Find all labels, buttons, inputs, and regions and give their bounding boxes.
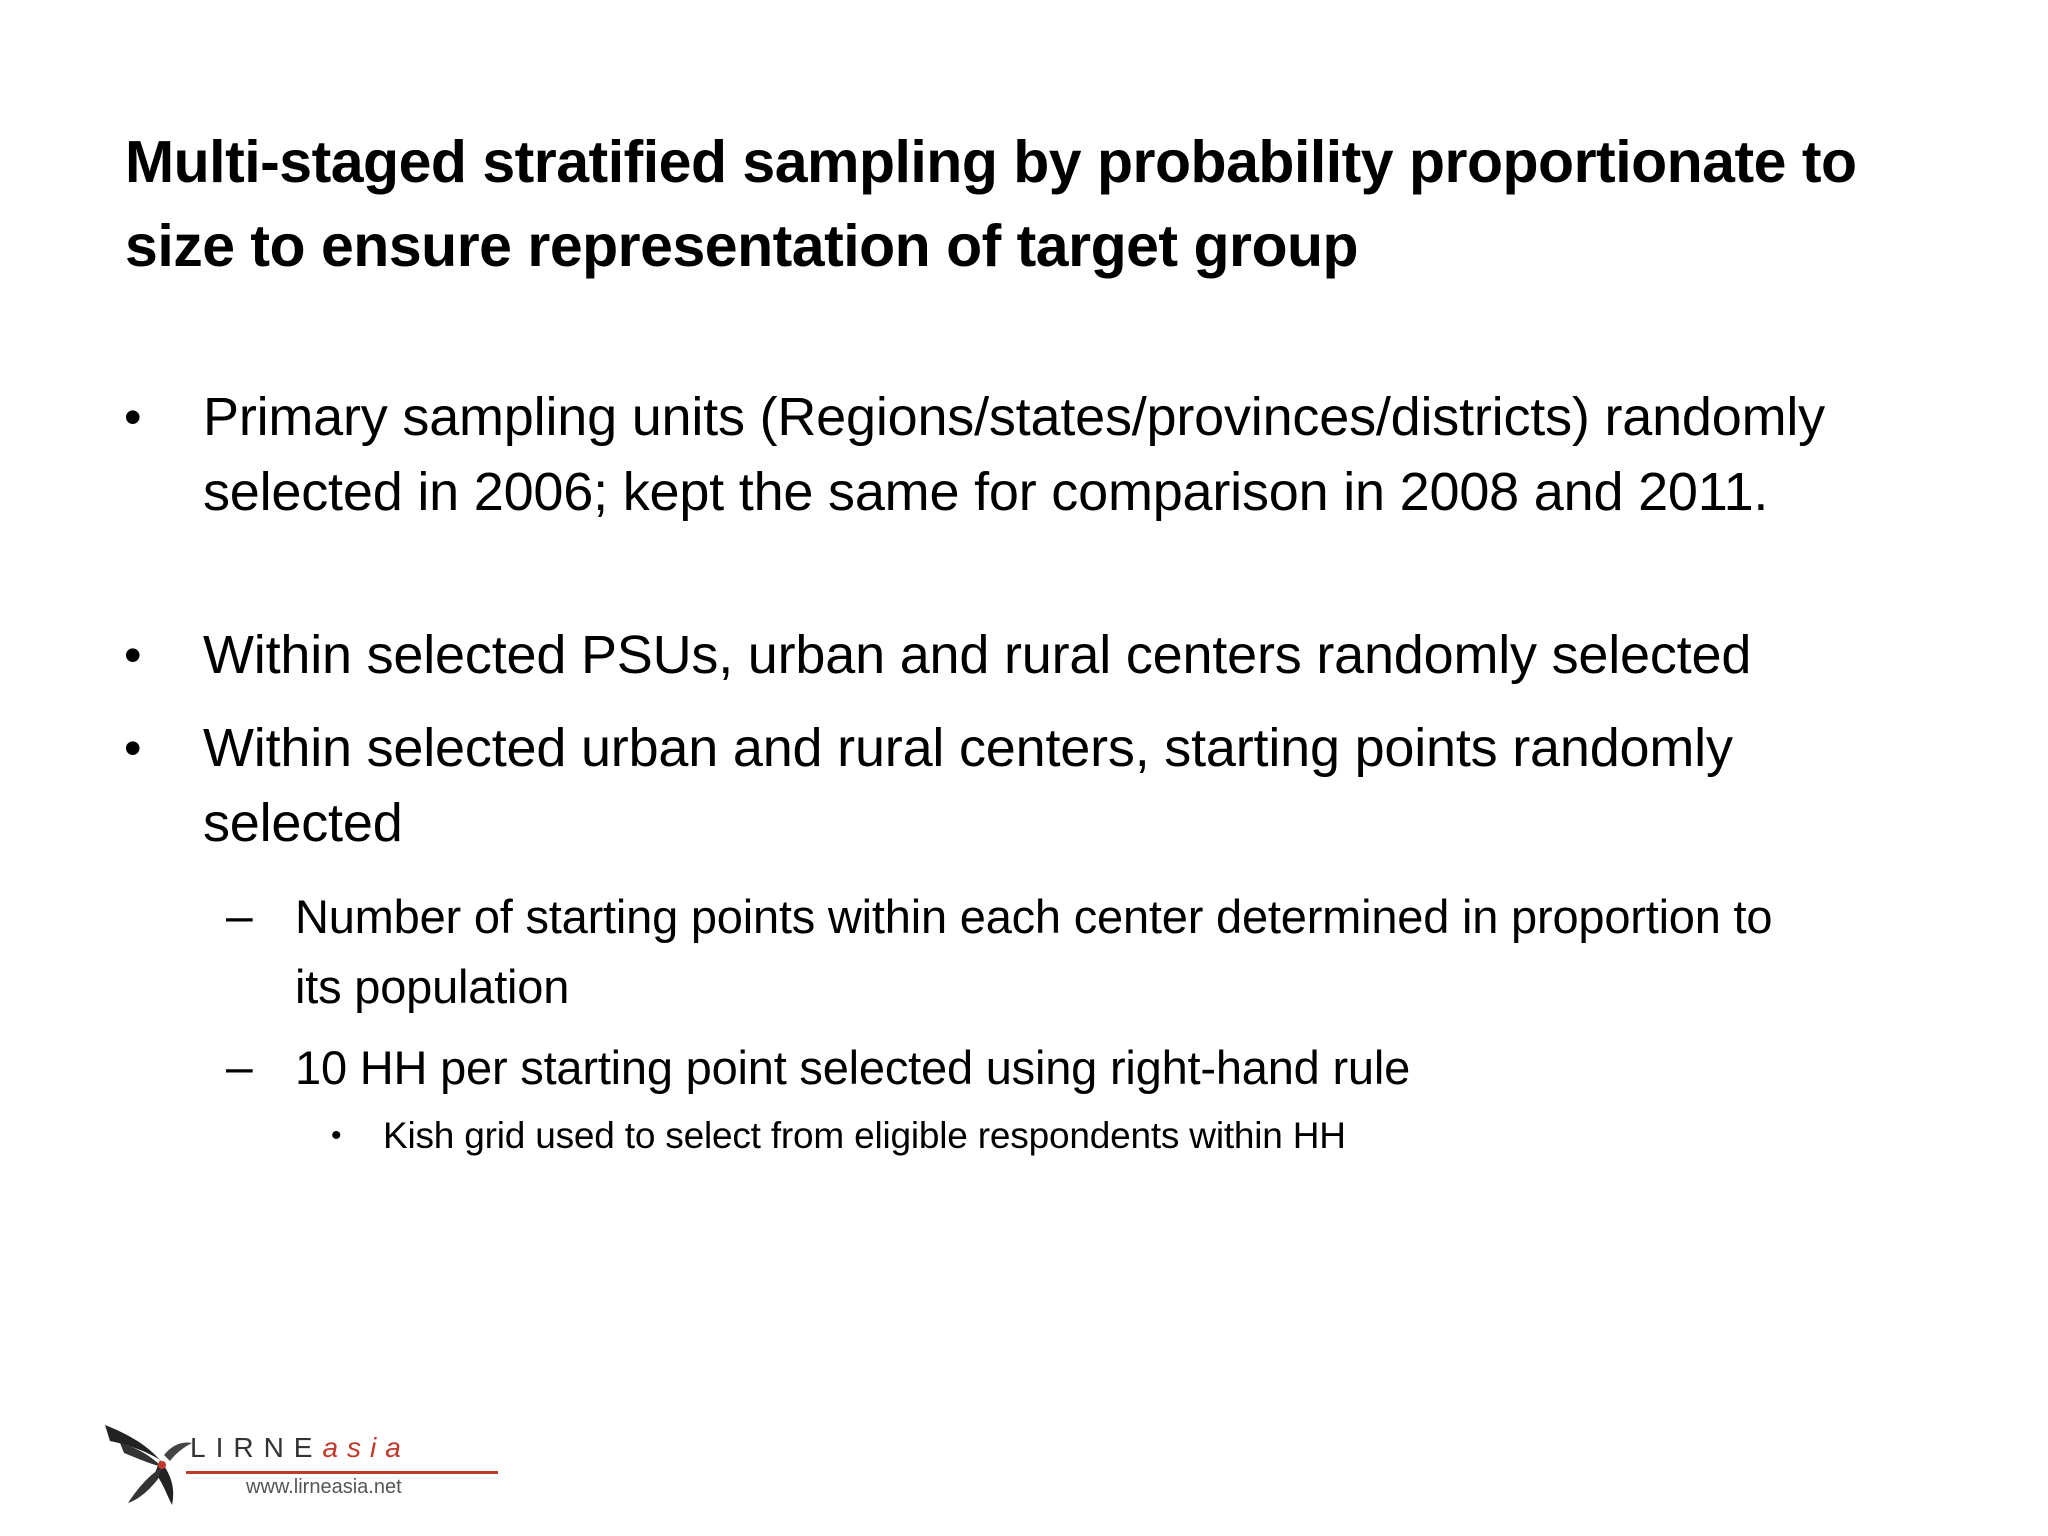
- sub-bullet-text: Number of starting points within each center determined in proportion to its population: [295, 890, 1773, 1013]
- logo-wordmark: LIRNEasia: [190, 1432, 410, 1463]
- slide-title: Multi-staged stratified sampling by probability proportionate to size to ensure representation of target group: [125, 129, 1857, 279]
- sub-bullet-marker: –: [226, 1041, 253, 1094]
- bullet-text: Within selected urban and rural centers, starting points randomly selected: [203, 718, 1733, 853]
- sub-sub-bullet-text: Kish grid used to select from eligible respondents within HH: [383, 1115, 1346, 1156]
- bullet-marker: •: [124, 389, 142, 445]
- lirneasia-logo: [100, 1415, 410, 1515]
- bullet-marker: •: [124, 627, 142, 683]
- logo-rule: [186, 1471, 498, 1474]
- bullet-text: Within selected PSUs, urban and rural centers randomly selected: [203, 625, 1752, 685]
- bullet-text: Primary sampling units (Regions/states/provinces/districts) randomly selected in 2006; kept the same for comparison in 2008 and 2011.: [203, 387, 1825, 522]
- bird-logo-icon: [100, 1415, 195, 1515]
- bullet-marker: •: [124, 720, 142, 776]
- sub-sub-bullet-marker: •: [331, 1119, 342, 1152]
- sub-bullet-marker: –: [226, 890, 253, 943]
- logo-url: www.lirneasia.net: [246, 1476, 402, 1498]
- sub-bullet-text: 10 HH per starting point selected using right-hand rule: [295, 1041, 1411, 1094]
